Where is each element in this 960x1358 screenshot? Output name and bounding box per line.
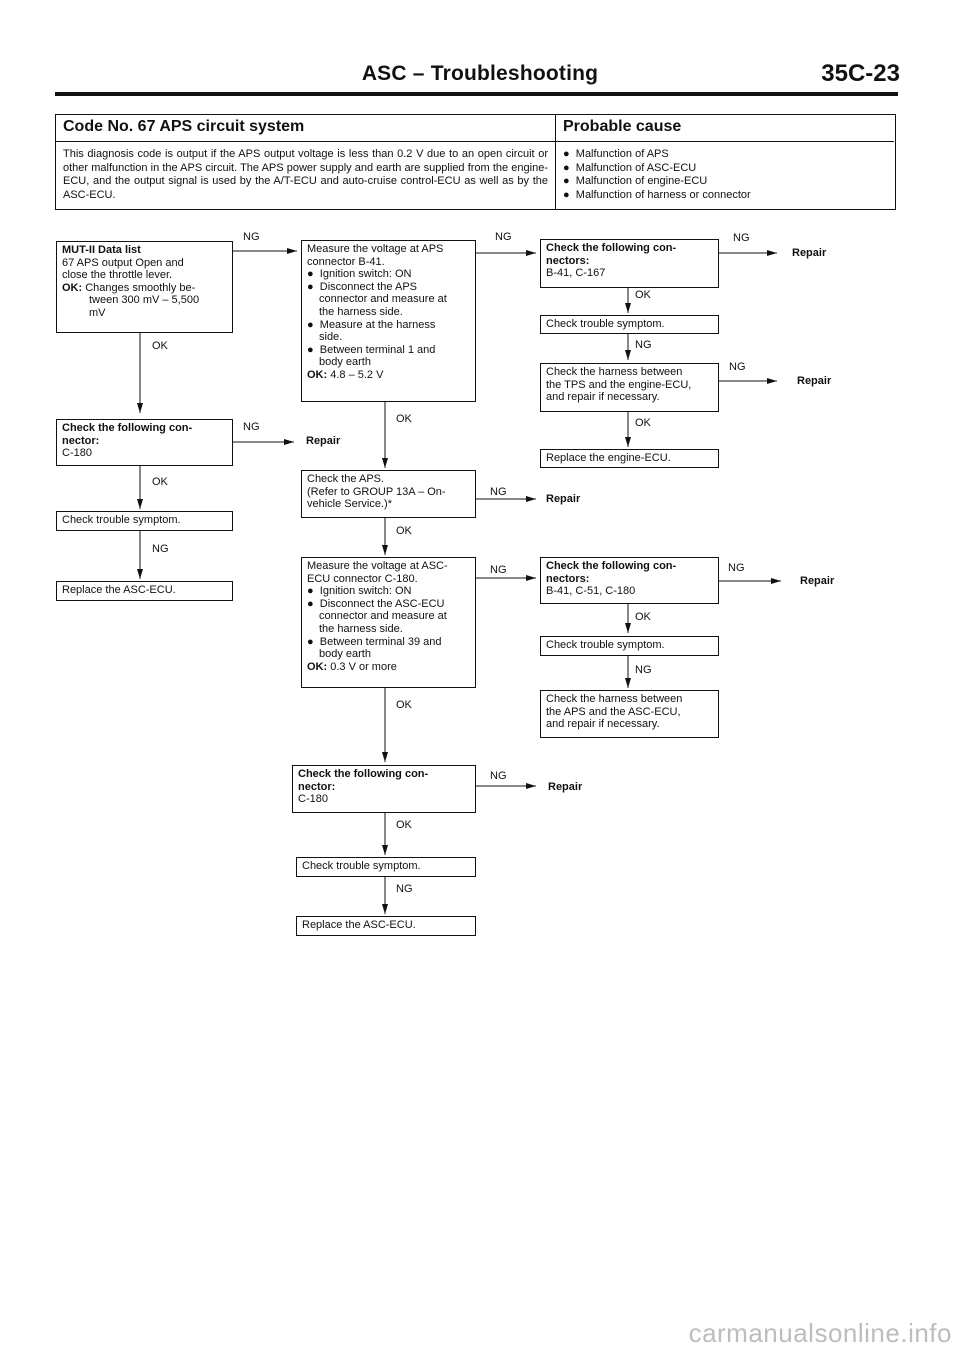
repair-label: Repair — [306, 435, 341, 447]
code-description: This diagnosis code is output if the APS output voltage is less than 0.2 V due to an open circuit or other malfunction in the APS circuit. The APS power supply and earth are supplied from the engine-ECU, and the output signal is used by the A/T-ECU and auto-cruise control-ECU as well as by the ASC-ECU. — [56, 142, 556, 209]
repair-label: Repair — [800, 575, 835, 587]
replace-asc-ecu-left-box: Replace the ASC-ECU. — [56, 581, 233, 601]
ng-label: NG — [243, 231, 260, 243]
replace-asc-ecu-mid-box: Replace the ASC-ECU. — [296, 916, 476, 936]
ng-label: NG — [495, 231, 512, 243]
code-title: Code No. 67 APS circuit system — [56, 115, 556, 142]
ng-label: NG — [243, 421, 260, 433]
replace-engine-ecu-box: Replace the engine-ECU. — [540, 449, 719, 468]
check-symptom-mid-box: Check trouble symptom. — [296, 857, 476, 877]
check-symptom-left-box: Check trouble symptom. — [56, 511, 233, 531]
page-title: ASC – Troubleshooting — [361, 62, 599, 85]
mut-data-list-box: MUT-II Data list 67 APS output Open and close the throttle lever. OK: Changes smoothly be- tween 300 mV – 5,500 mV — [56, 241, 233, 333]
ng-label: NG — [152, 543, 169, 555]
check-symptom-r2-box: Check trouble symptom. — [540, 636, 719, 656]
check-symptom-r1-box: Check trouble symptom. — [540, 315, 719, 334]
ok-label: OK — [396, 525, 412, 537]
ng-label: NG — [396, 883, 413, 895]
ng-label: NG — [490, 564, 507, 576]
probable-cause-title: Probable cause — [556, 115, 894, 142]
ng-label: NG — [729, 361, 746, 373]
repair-label: Repair — [792, 247, 827, 259]
ok-label: OK — [396, 699, 412, 711]
repair-label: Repair — [797, 375, 832, 387]
check-connector-c180-left-box: Check the following con- nector: C-180 — [56, 419, 233, 466]
repair-label: Repair — [548, 781, 583, 793]
check-connectors-b41-c51-c180-box: Check the following con- nectors: B-41, C-51, C-180 — [540, 557, 719, 604]
measure-voltage-aps-box: Measure the voltage at APS connector B-41. ● Ignition switch: ON ● Disconnect the APS connector and measure at the harness side. ● Measure at the harness side. ● Between terminal 1 and body earth OK: 4.8 – 5.2 V — [301, 240, 476, 402]
ok-label: OK — [152, 476, 168, 488]
watermark: carmanualsonline.info — [688, 1318, 952, 1348]
ng-label: NG — [635, 664, 652, 676]
cause-item: ● Malfunction of ASC-ECU — [563, 161, 697, 174]
ok-label: OK — [396, 819, 412, 831]
ok-label: OK — [635, 611, 651, 623]
ok-label: OK — [396, 413, 412, 425]
check-harness-tps-box: Check the harness between the TPS and the engine-ECU, and repair if necessary. — [540, 363, 719, 412]
check-aps-box: Check the APS. (Refer to GROUP 13A – On- vehicle Service.)* — [301, 470, 476, 518]
ng-label: NG — [635, 339, 652, 351]
ng-label: NG — [490, 486, 507, 498]
ng-label: NG — [728, 562, 745, 574]
measure-voltage-asc-ecu-box: Measure the voltage at ASC- ECU connector C-180. ● Ignition switch: ON ● Disconnect the ASC-ECU connector and measure at the harness side. ● Between terminal 39 and body earth OK: 0.3 V or more — [301, 557, 476, 688]
ok-label: OK — [152, 340, 168, 352]
ok-label: OK — [635, 417, 651, 429]
cause-item: ● Malfunction of APS — [563, 148, 669, 160]
cause-item: ● Malfunction of engine-ECU — [563, 175, 708, 187]
cause-item: ● Malfunction of harness or connector — [563, 188, 751, 201]
check-connector-c180-mid-box: Check the following con- nector: C-180 — [292, 765, 476, 813]
ng-label: NG — [733, 232, 750, 244]
check-harness-aps-box: Check the harness between the APS and the ASC-ECU, and repair if necessary. — [540, 690, 719, 738]
page-number: 35C-23 — [821, 60, 900, 87]
ok-label: OK — [635, 289, 651, 301]
ng-label: NG — [490, 770, 507, 782]
repair-label: Repair — [546, 493, 581, 505]
check-connectors-b41-c167-box: Check the following con- nectors: B-41, C-167 — [540, 239, 719, 288]
